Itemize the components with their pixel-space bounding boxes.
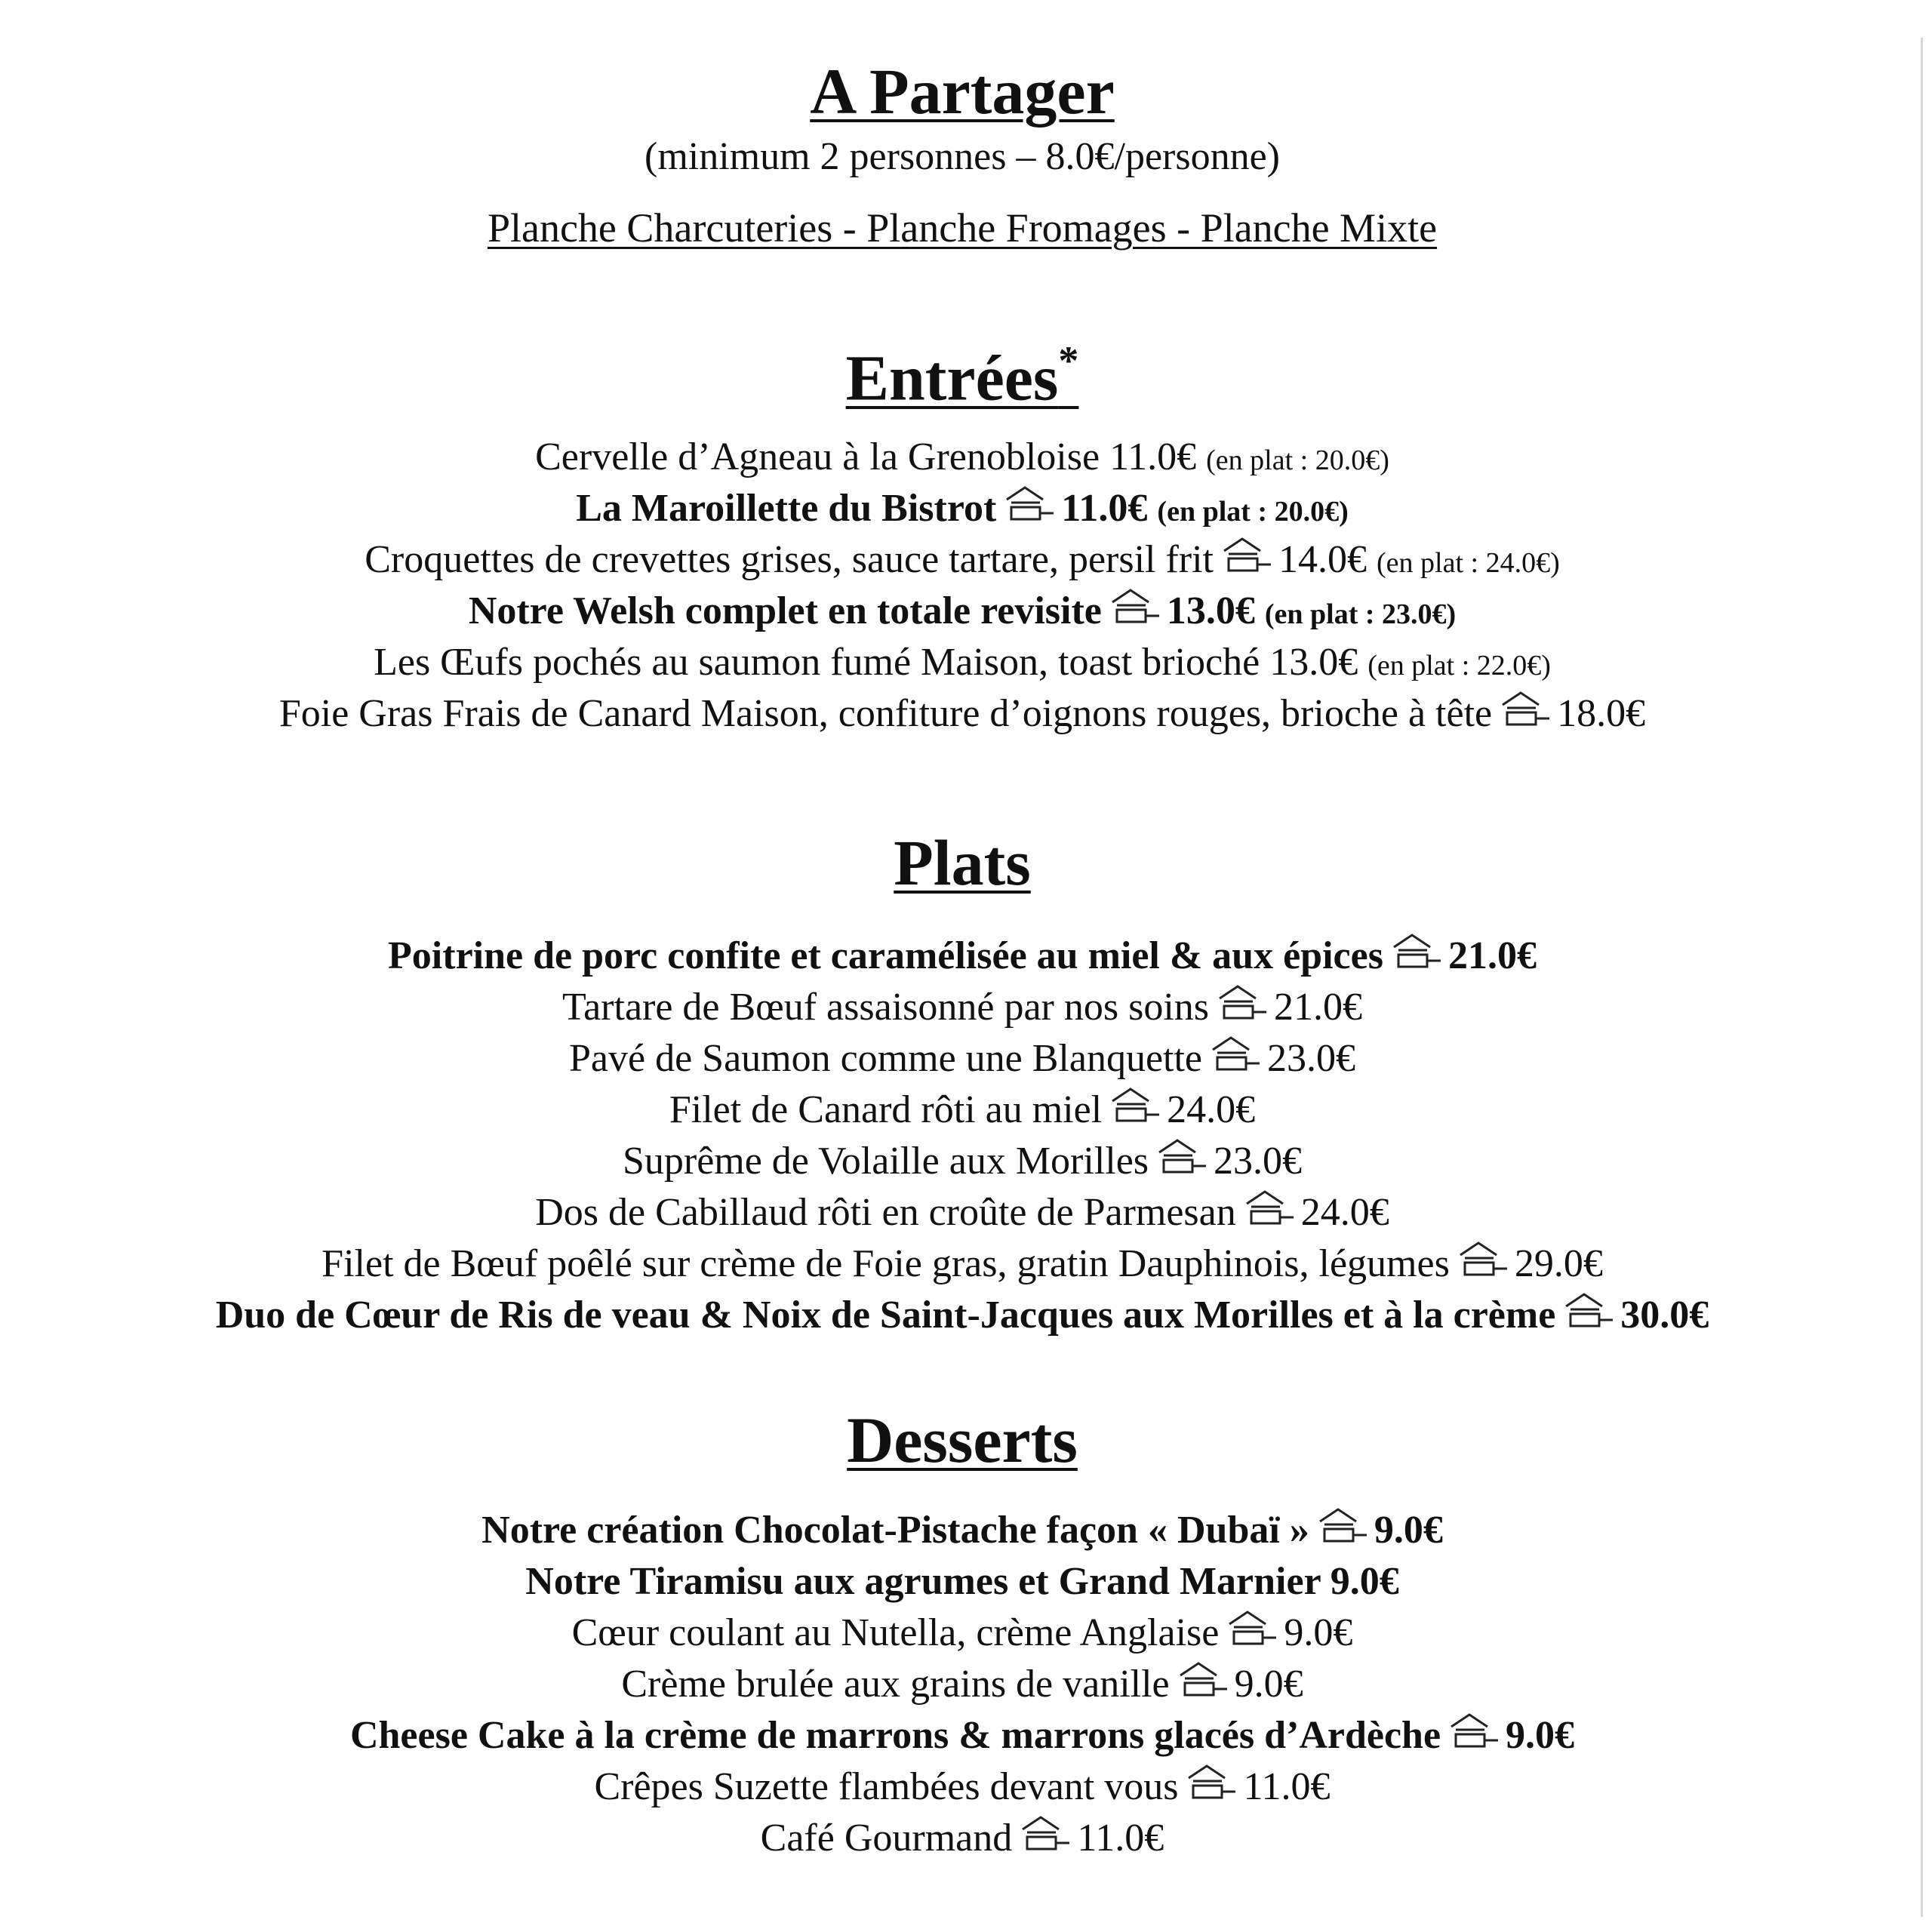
house-made-icon	[1108, 586, 1161, 628]
item-price: 21.0€	[1447, 934, 1537, 977]
item-price: 24.0€	[1300, 1191, 1389, 1234]
item-name: La Maroillette du Bistrot	[576, 487, 997, 530]
item-name: Café Gourmand	[760, 1817, 1013, 1860]
house-made-icon	[1315, 1505, 1368, 1547]
item-name: Croquettes de crevettes grises, sauce tartare, persil frit	[365, 538, 1214, 581]
house-made-icon	[1220, 534, 1272, 577]
menu-item	[0, 1187, 1924, 1238]
house-made-icon	[1215, 982, 1268, 1024]
item-price: 29.0€	[1514, 1242, 1603, 1285]
menu-item	[0, 1556, 1924, 1607]
item-main-course-price: (en plat : 23.0€)	[1264, 598, 1457, 630]
item-name: Notre création Chocolat-Pistache façon « Dubaï »	[481, 1509, 1309, 1552]
item-price: 13.0€	[1269, 641, 1358, 684]
house-made-icon	[1225, 1607, 1278, 1650]
house-made-icon	[1561, 1290, 1614, 1332]
entrees-asterisk: *	[1058, 338, 1079, 383]
partager-boards: Planche Charcuteries - Planche Fromages - Planche Mixte	[487, 205, 1438, 251]
plats-list	[0, 931, 1924, 1341]
house-made-icon	[1242, 1187, 1295, 1229]
menu-item	[0, 1136, 1924, 1187]
house-made-icon	[1108, 1084, 1161, 1127]
item-main-course-price: (en plat : 20.0€)	[1157, 496, 1349, 528]
item-name: Pavé de Saumon comme une Blanquette	[568, 1037, 1202, 1080]
menu-item	[0, 1238, 1924, 1290]
item-main-course-price: (en plat : 24.0€)	[1377, 547, 1560, 579]
menu-item	[0, 688, 1924, 740]
item-price: 11.0€	[1077, 1817, 1164, 1860]
item-name: Filet de Canard rôti au miel	[669, 1088, 1103, 1131]
item-name: Cheese Cake à la crème de marrons & marrons glacés d’Ardèche	[349, 1714, 1441, 1757]
item-name: Cœur coulant au Nutella, crème Anglaise	[571, 1611, 1220, 1654]
item-name: Les Œufs pochés au saumon fumé Maison, toast brioché	[374, 641, 1260, 684]
item-price: 30.0€	[1620, 1294, 1709, 1337]
section-title-partager: A Partager	[810, 55, 1115, 128]
menu-item	[0, 1290, 1924, 1341]
house-made-icon	[1176, 1659, 1229, 1701]
menu-item	[0, 1710, 1924, 1761]
house-made-icon	[1018, 1813, 1071, 1855]
entrees-list	[0, 432, 1924, 740]
item-price: 14.0€	[1278, 538, 1367, 581]
menu-item	[0, 534, 1924, 586]
item-price: 9.0€	[1234, 1663, 1303, 1706]
item-name: Foie Gras Frais de Canard Maison, confiture d’oignons rouges, brioche à tête	[278, 692, 1493, 735]
item-price: 23.0€	[1267, 1037, 1355, 1080]
desserts-list	[0, 1505, 1924, 1864]
menu-item	[0, 637, 1924, 688]
menu-item	[0, 483, 1924, 534]
item-name: Duo de Cœur de Ris de veau & Noix de Saint-Jacques aux Morilles et à la crème	[215, 1294, 1556, 1337]
menu-item	[0, 1033, 1924, 1084]
menu-item	[0, 1084, 1924, 1136]
item-price: 11.0€	[1061, 487, 1148, 530]
item-name: Tartare de Bœuf assaisonné par nos soins	[561, 986, 1210, 1029]
item-name: Poitrine de porc confite et caramélisée au miel & aux épices	[388, 934, 1383, 977]
item-price: 9.0€	[1374, 1509, 1443, 1552]
partager-subtitle: (minimum 2 personnes – 8.0€/personne)	[645, 135, 1280, 178]
item-name: Cervelle d’Agneau à la Grenobloise	[535, 435, 1100, 478]
item-name: Crêpes Suzette flambées devant vous	[594, 1765, 1179, 1808]
menu-item	[0, 1607, 1924, 1659]
item-price: 24.0€	[1167, 1088, 1256, 1131]
section-title-desserts: Desserts	[847, 1404, 1078, 1476]
item-name: Filet de Bœuf poêlé sur crème de Foie gras, gratin Dauphinois, légumes	[321, 1242, 1450, 1285]
item-price: 11.0€	[1109, 435, 1197, 478]
item-price: 9.0€	[1330, 1560, 1399, 1603]
house-made-icon	[1155, 1136, 1208, 1178]
item-price: 9.0€	[1284, 1611, 1353, 1654]
menu-item	[0, 931, 1924, 982]
menu-item	[0, 586, 1924, 637]
house-made-icon	[1208, 1033, 1261, 1075]
item-price: 9.0€	[1506, 1714, 1575, 1757]
house-made-icon	[1184, 1761, 1237, 1804]
item-name: Notre Tiramisu aux agrumes et Grand Marnier	[525, 1560, 1321, 1603]
item-name: Dos de Cabillaud rôti en croûte de Parmesan	[535, 1191, 1236, 1234]
item-price: 11.0€	[1243, 1765, 1331, 1808]
item-price: 23.0€	[1214, 1140, 1303, 1183]
item-price: 21.0€	[1274, 986, 1363, 1029]
menu-item	[0, 1505, 1924, 1556]
menu-item	[0, 982, 1924, 1033]
house-made-icon	[1002, 483, 1055, 525]
menu-item	[0, 432, 1924, 483]
menu-item	[0, 1761, 1924, 1813]
house-made-icon	[1389, 931, 1442, 973]
section-title-plats: Plats	[894, 826, 1031, 899]
item-name: Crème brulée aux grains de vanille	[621, 1663, 1170, 1706]
item-name: Notre Welsh complet en totale revisite	[468, 589, 1102, 632]
item-price: 13.0€	[1166, 589, 1255, 632]
item-name: Suprême de Volaille aux Morilles	[622, 1140, 1149, 1183]
section-title-entrees: Entrées*	[845, 338, 1079, 414]
menu-item	[0, 1659, 1924, 1710]
house-made-icon	[1456, 1238, 1509, 1281]
item-main-course-price: (en plat : 20.0€)	[1206, 445, 1389, 476]
menu-item	[0, 1813, 1924, 1864]
item-price: 18.0€	[1557, 692, 1646, 735]
house-made-icon	[1498, 688, 1551, 731]
item-main-course-price: (en plat : 22.0€)	[1367, 650, 1551, 681]
house-made-icon	[1447, 1710, 1500, 1752]
